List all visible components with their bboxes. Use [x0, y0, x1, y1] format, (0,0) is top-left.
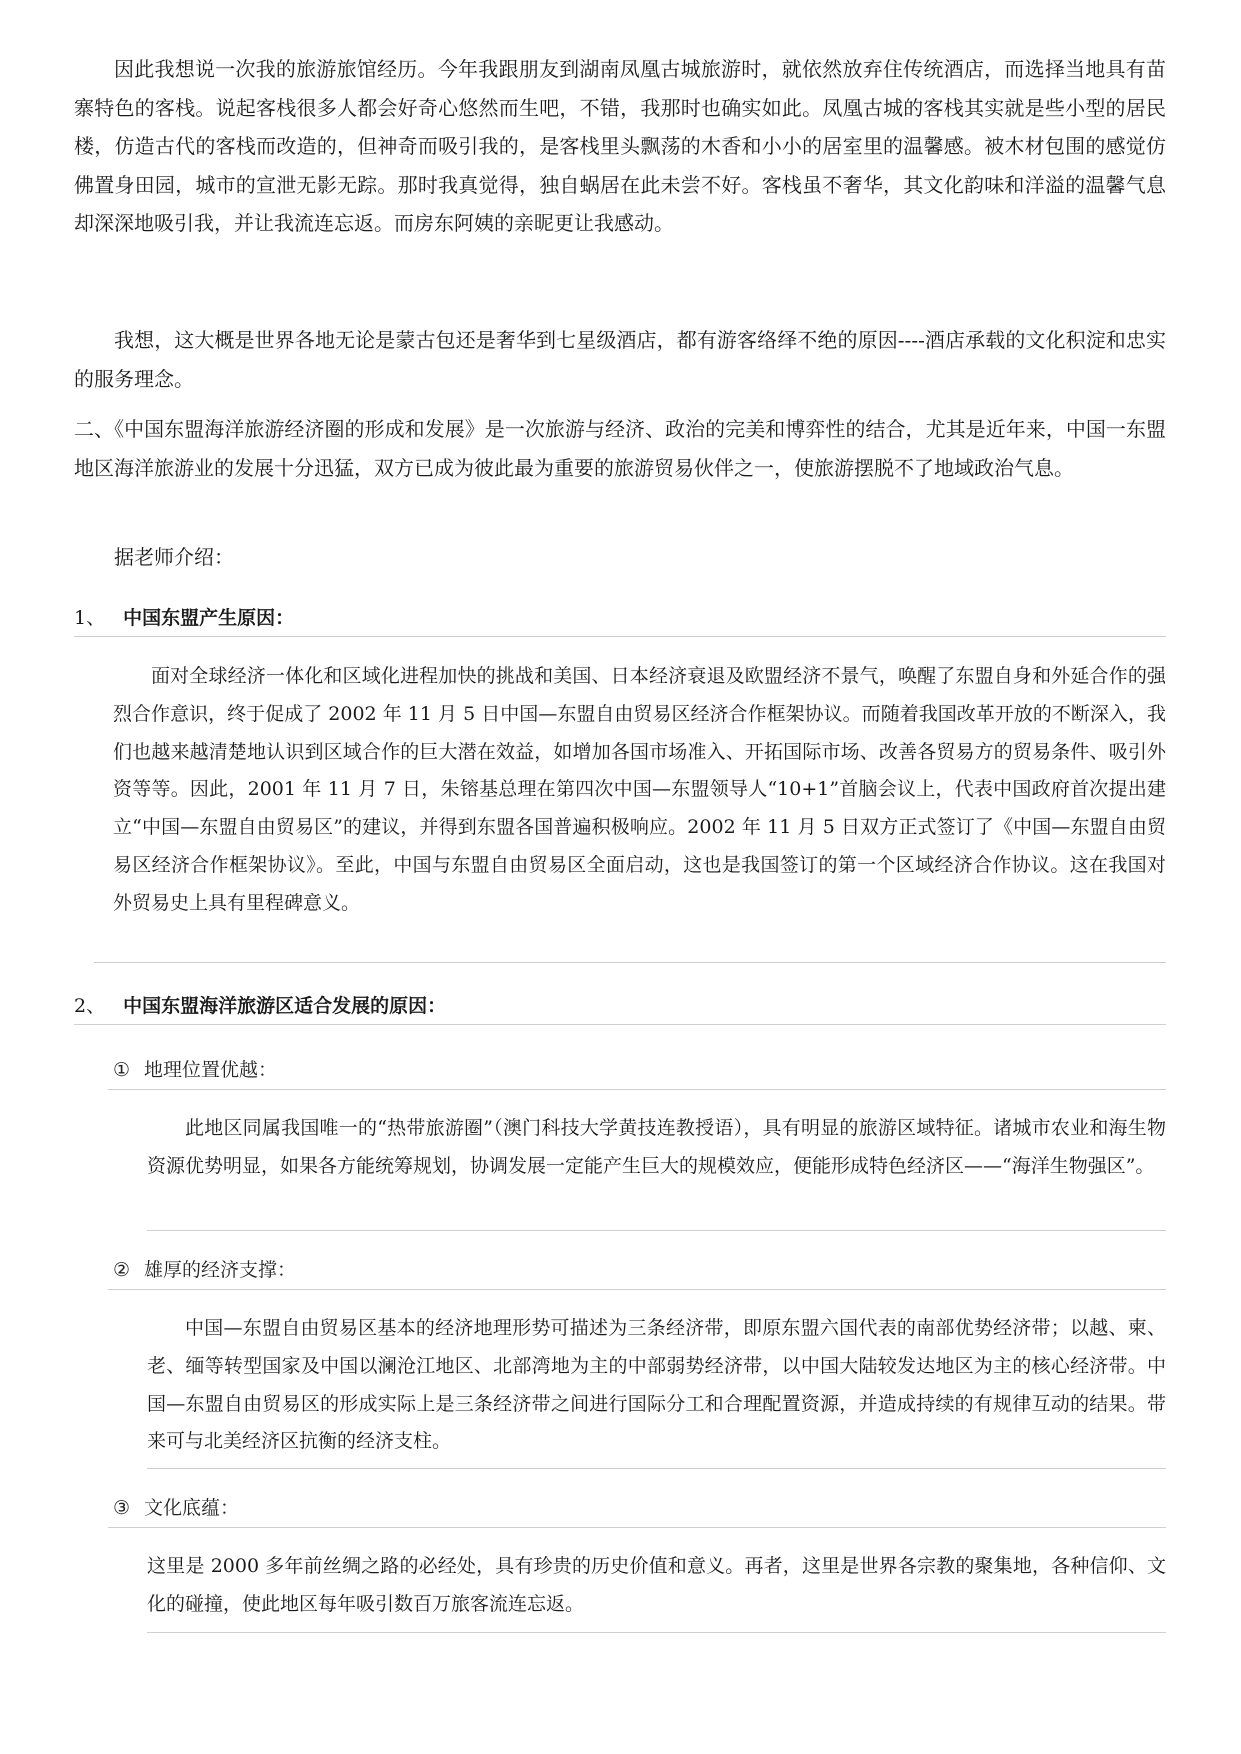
subsection-culture-rule	[108, 1527, 1166, 1528]
subsection-geography-bottom-rule	[147, 1230, 1166, 1231]
intro-paragraph-travel: 因此我想说一次我的旅游旅馆经历。今年我跟朋友到湖南凤凰古城旅游时，就依然放弃住传统酒店，而选择当地具有苗寨特色的客栈。说起客栈很多人都会好奇心悠然而生吧，不错，我那时也确实如此。凤凰古城的客栈其实就是些小型的居民楼，仿造古代的客栈而改造的，但神奇而吸引我的，是客栈里头飘荡的木香和小小的居室里的温馨感。被木材包围的感觉仿佛置身田园，城市的宣泄无影无踪。那时我真觉得，独自蜗居在此未尝不好。客栈虽不奢华，其文化韵味和洋溢的温馨气息却深深地吸引我，并让我流连忘返。而房东阿姨的亲昵更让我感动。	[74, 57, 1166, 236]
subsection-culture-body: 这里是 2000 多年前丝绸之路的必经处，具有珍贵的历史价值和意义。再者，这里是世界各宗教的聚集地，各种信仰、文化的碰撞，使此地区每年吸引数百万旅客流连忘返。	[147, 1555, 1166, 1615]
section-1-body: 面对全球经济一体化和区域化进程加快的挑战和美国、日本经济衰退及欧盟经济不景气，唤醒了东盟自身和外延合作的强烈合作意识，终于促成了 2002 年 11 月 5 日中国—东盟自由贸易区经济合作框架协议。而随着我国改革开放的不断深入，我们也越来越清楚地认识到区域合作的巨大潜在效益，如增加各国市场准入、开拓国际市场、改善各贸易方的贸易条件、吸引外资等等。因此，2001 年 11 月 7 日，朱镕基总理在第四次中国—东盟领导人“10+1”首脑会议上，代表中国政府首次提出建立“中国—东盟自由贸易区”的建议，并得到东盟各国普遍积极响应。2002 年 11 月 5 日双方正式签订了《中国—东盟自由贸易区经济合作框架协议》。至此，中国与东盟自由贸易区全面启动，这也是我国签订的第一个区域经济合作协议。这在我国对外贸易史上具有里程碑意义。	[113, 665, 1166, 914]
subsection-geography-body: 此地区同属我国唯一的“热带旅游圈”（澳门科技大学黄技连教授语），具有明显的旅游区域特征。诸城市农业和海生物资源优势明显，如果各方能统筹规划，协调发展一定能产生巨大的规模效应，便能形成特色经济区——“海洋生物强区”。	[147, 1117, 1166, 1177]
subsection-economy-heading	[113, 1255, 296, 1282]
section-2-heading	[74, 991, 446, 1018]
section-1-top-rule	[74, 636, 1166, 637]
section-1-heading	[74, 603, 294, 630]
subsection-economy-marker: ②	[113, 1259, 131, 1281]
subsection-culture-title: 文化底蕴：	[144, 1497, 240, 1519]
intro-paragraph-teacher: 据老师介绍：	[114, 545, 234, 569]
subsection-economy-rule	[108, 1289, 1166, 1290]
subsection-geography-marker: ①	[113, 1059, 131, 1081]
subsection-economy-body: 中国—东盟自由贸易区基本的经济地理形势可描述为三条经济带，即原东盟六国代表的南部优势经济带；以越、柬、老、缅等转型国家及中国以澜沧江地区、北部湾地为主的中部弱势经济带，以中国大陆较发达地区为主的核心经济带。中国—东盟自由贸易区的形成实际上是三条经济带之间进行国际分工和合理配置资源，并造成持续的有规律互动的结果。带来可与北美经济区抗衡的经济支柱。	[147, 1317, 1166, 1453]
section-1-number: 1、	[74, 607, 106, 629]
section-2-top-rule	[74, 1024, 1166, 1025]
intro-paragraph-asean: 二、《中国东盟海洋旅游经济圈的形成和发展》是一次旅游与经济、政治的完美和博弈性的结合，尤其是近年来，中国一东盟地区海洋旅游业的发展十分迅猛，双方已成为彼此最为重要的旅游贸易伙伴之一，使旅游摆脱不了地域政治气息。	[74, 417, 1166, 480]
subsection-economy-title: 雄厚的经济支撑：	[144, 1259, 297, 1281]
section-1-title: 中国东盟产生原因：	[123, 607, 295, 629]
section-2-title: 中国东盟海洋旅游区适合发展的原因：	[123, 995, 447, 1017]
subsection-culture-bottom-rule	[147, 1632, 1166, 1633]
intro-paragraph-hotels: 我想，这大概是世界各地无论是蒙古包还是奢华到七星级酒店，都有游客络绎不绝的原因----酒店承载的文化积淀和忠实的服务理念。	[74, 328, 1166, 391]
section-2-number: 2、	[74, 995, 106, 1017]
subsection-economy-bottom-rule	[147, 1468, 1166, 1469]
subsection-geography-rule	[108, 1089, 1166, 1090]
subsection-geography-title: 地理位置优越：	[144, 1059, 278, 1081]
section-1-bottom-rule	[94, 962, 1166, 963]
subsection-culture-marker: ③	[113, 1497, 131, 1519]
subsection-culture-heading	[113, 1493, 239, 1520]
subsection-geography-heading	[113, 1055, 277, 1082]
